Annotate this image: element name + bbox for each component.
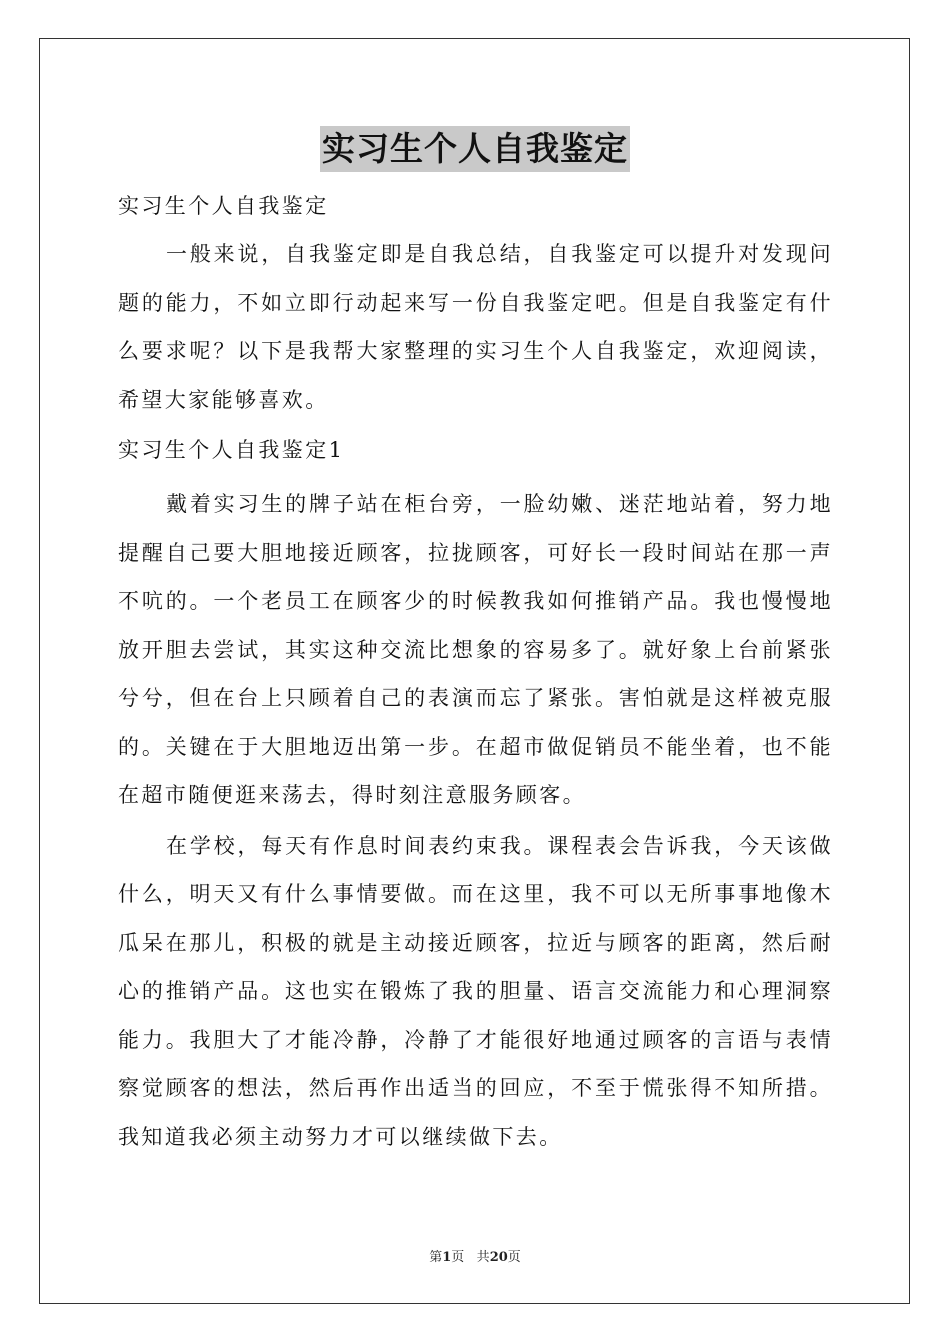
body-paragraph-2: 在学校，每天有作息时间表约束我。课程表会告诉我，今天该做什么，明天又有什么事情要做。而在这里，我不可以无所事事地像木瓜呆在那儿，积极的就是主动接近顾客，拉近与顾客的距离，然后耐心的推销产品。这也实在锻炼了我的胆量、语言交流能力和心理洞察能力。我胆大了才能冷静，冷静了才能很好地通过顾客的言语与表情察觉顾客的想法，然后再作出适当的回应，不至于慌张得不知所措。我知道我必须主动努力才可以继续做下去。 bbox=[118, 833, 833, 1149]
footer-total-prefix: 共 bbox=[476, 1250, 490, 1265]
document-subtitle: 实习生个人自我鉴定 bbox=[118, 194, 329, 218]
document-title bbox=[0, 126, 950, 172]
section-heading: 实习生个人自我鉴定1 bbox=[118, 438, 345, 462]
footer-total-pages: 20 bbox=[489, 1250, 508, 1265]
footer-page-prefix: 第 bbox=[429, 1250, 443, 1265]
body-paragraph-1: 戴着实习生的牌子站在柜台旁，一脸幼嫩、迷茫地站着，努力地提醒自己要大胆地接近顾客，拉拢顾客，可好长一段时间站在那一声不吭的。一个老员工在顾客少的时候教我如何推销产品。我也慢慢地放开胆去尝试，其实这种交流比想象的容易多了。就好象上台前紧张兮兮，但在台上只顾着自己的表演而忘了紧张。害怕就是这样被克服的。关键在于大胆地迈出第一步。在超市做促销员不能坐着，也不能在超市随便逛来荡去，得时刻注意服务顾客。 bbox=[118, 492, 833, 807]
footer-total-suffix: 页 bbox=[507, 1250, 521, 1265]
footer-page-suffix: 页 bbox=[451, 1250, 465, 1265]
page-footer bbox=[0, 1246, 950, 1265]
intro-paragraph: 一般来说，自我鉴定即是自我总结，自我鉴定可以提升对发现问题的能力，不如立即行动起来写一份自我鉴定吧。但是自我鉴定有什么要求呢？以下是我帮大家整理的实习生个人自我鉴定，欢迎阅读，希望大家能够喜欢。 bbox=[118, 242, 833, 412]
document-title-text: 实习生个人自我鉴定 bbox=[320, 126, 630, 172]
footer-page-number: 1 bbox=[442, 1250, 452, 1265]
document-body bbox=[118, 182, 833, 1163]
